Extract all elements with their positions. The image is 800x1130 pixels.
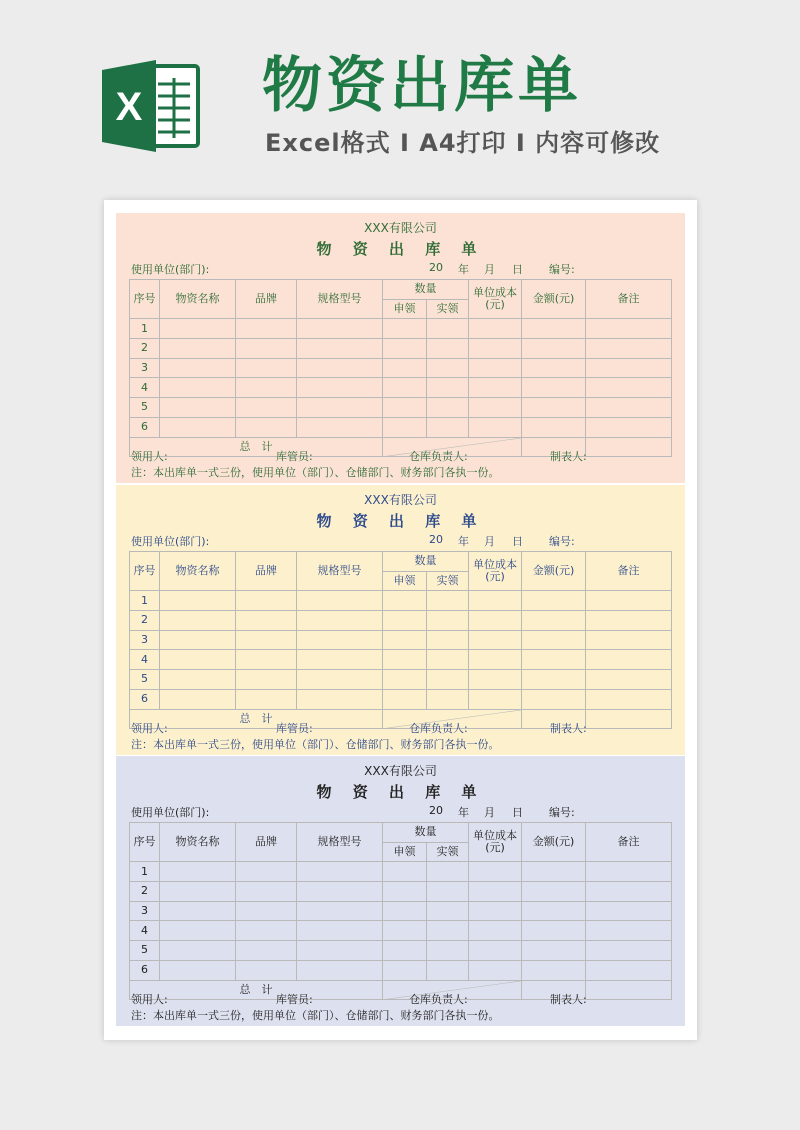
number-label: 编号: bbox=[549, 263, 575, 276]
table-row bbox=[130, 339, 672, 359]
item-cell[interactable] bbox=[469, 882, 522, 902]
item-cell[interactable] bbox=[297, 901, 383, 921]
maker-label: 制表人: bbox=[550, 450, 587, 463]
item-cell[interactable] bbox=[383, 591, 427, 611]
item-cell[interactable] bbox=[586, 882, 672, 902]
item-cell[interactable] bbox=[427, 670, 469, 690]
header-unit-cost-label: 单位成本 bbox=[473, 286, 517, 300]
item-cell[interactable] bbox=[469, 358, 522, 378]
table-row bbox=[130, 358, 672, 378]
item-cell[interactable] bbox=[383, 941, 427, 961]
date-day-label: 日 bbox=[512, 806, 523, 819]
table-row bbox=[130, 630, 672, 650]
item-cell[interactable] bbox=[586, 650, 672, 670]
receiver-label: 领用人: bbox=[131, 993, 168, 1006]
item-cell[interactable] bbox=[236, 358, 297, 378]
item-cell[interactable] bbox=[586, 689, 672, 709]
form-note: 注：本出库单一式三份，使用单位（部门）、仓储部门、财务部门各执一份。 bbox=[131, 738, 500, 751]
item-cell[interactable] bbox=[586, 941, 672, 961]
item-cell[interactable] bbox=[469, 339, 522, 359]
item-cell[interactable] bbox=[522, 630, 586, 650]
item-cell[interactable] bbox=[383, 901, 427, 921]
item-cell[interactable] bbox=[297, 630, 383, 650]
header-note: 备注 bbox=[586, 280, 672, 319]
company-name: XXX有限公司 bbox=[364, 221, 437, 235]
item-cell[interactable] bbox=[383, 378, 427, 398]
item-cell[interactable] bbox=[297, 358, 383, 378]
header-qty: 数量 bbox=[383, 552, 469, 572]
date-year: 20 bbox=[429, 804, 443, 817]
date-day-label: 日 bbox=[512, 263, 523, 276]
header-note: 备注 bbox=[586, 823, 672, 862]
form-note: 注：本出库单一式三份，使用单位（部门）、仓储部门、财务部门各执一份。 bbox=[131, 466, 500, 479]
item-cell[interactable] bbox=[297, 591, 383, 611]
header-brand: 品牌 bbox=[236, 823, 297, 862]
header-qty-requested: 申领 bbox=[383, 842, 427, 862]
item-cell[interactable] bbox=[160, 611, 236, 631]
header-amount: 金额(元) bbox=[522, 823, 586, 862]
item-cell[interactable] bbox=[297, 941, 383, 961]
item-cell[interactable] bbox=[586, 630, 672, 650]
item-cell[interactable] bbox=[383, 630, 427, 650]
item-cell[interactable] bbox=[236, 398, 297, 418]
item-cell[interactable] bbox=[522, 611, 586, 631]
item-cell[interactable] bbox=[236, 339, 297, 359]
header-qty: 数量 bbox=[383, 823, 469, 843]
header-amount: 金额(元) bbox=[522, 280, 586, 319]
item-cell[interactable] bbox=[297, 650, 383, 670]
item-cell[interactable] bbox=[427, 901, 469, 921]
row-number: 3 bbox=[130, 901, 160, 921]
item-cell[interactable] bbox=[522, 398, 586, 418]
company-name: XXX有限公司 bbox=[364, 493, 437, 507]
item-cell[interactable] bbox=[586, 921, 672, 941]
item-cell[interactable] bbox=[427, 689, 469, 709]
header-unit-cost-label: 单位成本 bbox=[473, 829, 517, 843]
item-cell[interactable] bbox=[383, 882, 427, 902]
item-cell[interactable] bbox=[236, 319, 297, 339]
item-cell[interactable] bbox=[383, 611, 427, 631]
warehouse-manager-label: 仓库负责人: bbox=[409, 993, 468, 1006]
item-cell[interactable] bbox=[236, 650, 297, 670]
header-unit-cost-unit: (元) bbox=[485, 841, 505, 855]
header-note: 备注 bbox=[586, 552, 672, 591]
maker-label: 制表人: bbox=[550, 993, 587, 1006]
item-cell[interactable] bbox=[383, 398, 427, 418]
table-row bbox=[130, 650, 672, 670]
item-cell[interactable] bbox=[297, 670, 383, 690]
table-row bbox=[130, 319, 672, 339]
row-number: 5 bbox=[130, 670, 160, 690]
row-number: 2 bbox=[130, 339, 160, 359]
row-number: 6 bbox=[130, 417, 160, 437]
company-name: XXX有限公司 bbox=[364, 764, 437, 778]
receiver-label: 领用人: bbox=[131, 450, 168, 463]
item-cell[interactable] bbox=[469, 417, 522, 437]
item-cell[interactable] bbox=[297, 862, 383, 882]
total-row bbox=[130, 980, 672, 1000]
table-row bbox=[130, 417, 672, 437]
item-cell[interactable] bbox=[522, 650, 586, 670]
date-month-label: 月 bbox=[484, 806, 495, 819]
item-cell[interactable] bbox=[383, 689, 427, 709]
item-cell[interactable] bbox=[297, 398, 383, 418]
table-row bbox=[130, 398, 672, 418]
total-note-cell[interactable] bbox=[586, 980, 672, 1000]
row-number: 4 bbox=[130, 650, 160, 670]
item-cell[interactable] bbox=[297, 960, 383, 980]
item-cell[interactable] bbox=[383, 319, 427, 339]
item-cell[interactable] bbox=[236, 689, 297, 709]
item-cell[interactable] bbox=[160, 417, 236, 437]
page-title: 物资出库单 bbox=[262, 51, 582, 121]
item-cell[interactable] bbox=[160, 689, 236, 709]
item-cell[interactable] bbox=[586, 670, 672, 690]
header-unit-cost bbox=[469, 823, 522, 862]
item-cell[interactable] bbox=[160, 339, 236, 359]
item-cell[interactable] bbox=[586, 591, 672, 611]
item-cell[interactable] bbox=[586, 611, 672, 631]
item-cell[interactable] bbox=[469, 670, 522, 690]
row-number: 6 bbox=[130, 960, 160, 980]
outbound-form-1 bbox=[116, 213, 685, 483]
item-cell[interactable] bbox=[160, 591, 236, 611]
item-cell[interactable] bbox=[236, 378, 297, 398]
item-cell[interactable] bbox=[469, 630, 522, 650]
item-cell[interactable] bbox=[160, 882, 236, 902]
header-amount: 金额(元) bbox=[522, 552, 586, 591]
row-number: 3 bbox=[130, 630, 160, 650]
item-cell[interactable] bbox=[469, 862, 522, 882]
item-cell[interactable] bbox=[522, 921, 586, 941]
item-cell[interactable] bbox=[236, 670, 297, 690]
row-number: 5 bbox=[130, 398, 160, 418]
item-cell[interactable] bbox=[522, 339, 586, 359]
item-cell[interactable] bbox=[427, 941, 469, 961]
item-cell[interactable] bbox=[469, 689, 522, 709]
item-cell[interactable] bbox=[427, 882, 469, 902]
item-cell[interactable] bbox=[469, 960, 522, 980]
form-title: 物 资 出 库 单 bbox=[316, 512, 485, 530]
item-cell[interactable] bbox=[469, 398, 522, 418]
item-cell[interactable] bbox=[297, 689, 383, 709]
header-seq: 序号 bbox=[130, 280, 160, 319]
item-cell[interactable] bbox=[383, 960, 427, 980]
item-cell[interactable] bbox=[236, 882, 297, 902]
date-month-label: 月 bbox=[484, 535, 495, 548]
item-cell[interactable] bbox=[160, 650, 236, 670]
item-cell[interactable] bbox=[427, 591, 469, 611]
row-number: 5 bbox=[130, 941, 160, 961]
maker-label: 制表人: bbox=[550, 722, 587, 735]
item-cell[interactable] bbox=[297, 882, 383, 902]
header-unit-cost bbox=[469, 280, 522, 319]
items-table bbox=[129, 279, 672, 457]
table-row bbox=[130, 901, 672, 921]
table-row bbox=[130, 378, 672, 398]
total-note-cell[interactable] bbox=[586, 437, 672, 457]
date-year-label: 年 bbox=[458, 535, 469, 548]
header-qty: 数量 bbox=[383, 280, 469, 300]
item-cell[interactable] bbox=[586, 378, 672, 398]
item-cell[interactable] bbox=[297, 339, 383, 359]
date-month-label: 月 bbox=[484, 263, 495, 276]
item-cell[interactable] bbox=[522, 591, 586, 611]
item-cell[interactable] bbox=[586, 417, 672, 437]
row-number: 4 bbox=[130, 921, 160, 941]
item-cell[interactable] bbox=[160, 670, 236, 690]
header-qty-actual: 实领 bbox=[427, 299, 469, 319]
item-cell[interactable] bbox=[236, 921, 297, 941]
item-cell[interactable] bbox=[427, 417, 469, 437]
row-number: 1 bbox=[130, 862, 160, 882]
item-cell[interactable] bbox=[522, 689, 586, 709]
item-cell[interactable] bbox=[236, 941, 297, 961]
unit-label: 使用单位(部门): bbox=[131, 806, 210, 819]
item-cell[interactable] bbox=[236, 417, 297, 437]
header-unit-cost bbox=[469, 552, 522, 591]
row-number: 1 bbox=[130, 319, 160, 339]
form-title: 物 资 出 库 单 bbox=[316, 240, 485, 258]
item-cell[interactable] bbox=[427, 650, 469, 670]
item-cell[interactable] bbox=[297, 378, 383, 398]
item-cell[interactable] bbox=[522, 901, 586, 921]
header-qty-actual: 实领 bbox=[427, 571, 469, 591]
item-cell[interactable] bbox=[586, 319, 672, 339]
header-spec: 规格型号 bbox=[297, 823, 383, 862]
item-cell[interactable] bbox=[469, 650, 522, 670]
item-cell[interactable] bbox=[236, 611, 297, 631]
item-cell[interactable] bbox=[160, 960, 236, 980]
item-cell[interactable] bbox=[383, 339, 427, 359]
item-cell[interactable] bbox=[427, 960, 469, 980]
item-cell[interactable] bbox=[522, 941, 586, 961]
item-cell[interactable] bbox=[522, 319, 586, 339]
row-number: 6 bbox=[130, 689, 160, 709]
header-unit-cost-unit: (元) bbox=[485, 298, 505, 312]
receiver-label: 领用人: bbox=[131, 722, 168, 735]
date-year-label: 年 bbox=[458, 263, 469, 276]
item-cell[interactable] bbox=[522, 960, 586, 980]
item-cell[interactable] bbox=[586, 901, 672, 921]
unit-label: 使用单位(部门): bbox=[131, 263, 210, 276]
table-row bbox=[130, 689, 672, 709]
item-cell[interactable] bbox=[383, 921, 427, 941]
table-row bbox=[130, 921, 672, 941]
total-note-cell[interactable] bbox=[586, 709, 672, 729]
item-cell[interactable] bbox=[383, 417, 427, 437]
table-row bbox=[130, 882, 672, 902]
keeper-label: 库管员: bbox=[276, 450, 313, 463]
total-label: 总 计 bbox=[130, 980, 383, 1000]
table-row bbox=[130, 611, 672, 631]
item-cell[interactable] bbox=[383, 358, 427, 378]
header-qty-actual: 实领 bbox=[427, 842, 469, 862]
item-cell[interactable] bbox=[522, 358, 586, 378]
header-spec: 规格型号 bbox=[297, 280, 383, 319]
row-number: 4 bbox=[130, 378, 160, 398]
item-cell[interactable] bbox=[297, 921, 383, 941]
item-cell[interactable] bbox=[586, 862, 672, 882]
excel-logo-icon bbox=[98, 56, 206, 156]
item-cell[interactable] bbox=[469, 591, 522, 611]
item-cell[interactable] bbox=[160, 378, 236, 398]
date-year-label: 年 bbox=[458, 806, 469, 819]
total-label: 总 计 bbox=[130, 709, 383, 729]
item-cell[interactable] bbox=[297, 417, 383, 437]
table-row bbox=[130, 862, 672, 882]
number-label: 编号: bbox=[549, 535, 575, 548]
item-cell[interactable] bbox=[469, 941, 522, 961]
header-brand: 品牌 bbox=[236, 280, 297, 319]
item-cell[interactable] bbox=[236, 901, 297, 921]
item-cell[interactable] bbox=[427, 339, 469, 359]
item-cell[interactable] bbox=[160, 398, 236, 418]
items-table bbox=[129, 551, 672, 729]
item-cell[interactable] bbox=[160, 921, 236, 941]
header-name: 物资名称 bbox=[160, 552, 236, 591]
item-cell[interactable] bbox=[586, 960, 672, 980]
form-title: 物 资 出 库 单 bbox=[316, 783, 485, 801]
header-brand: 品牌 bbox=[236, 552, 297, 591]
table-row bbox=[130, 591, 672, 611]
item-cell[interactable] bbox=[522, 882, 586, 902]
item-cell[interactable] bbox=[160, 319, 236, 339]
item-cell[interactable] bbox=[469, 378, 522, 398]
item-cell[interactable] bbox=[522, 670, 586, 690]
item-cell[interactable] bbox=[383, 862, 427, 882]
header-spec: 规格型号 bbox=[297, 552, 383, 591]
item-cell[interactable] bbox=[427, 319, 469, 339]
item-cell[interactable] bbox=[383, 670, 427, 690]
item-cell[interactable] bbox=[427, 398, 469, 418]
item-cell[interactable] bbox=[160, 941, 236, 961]
header-name: 物资名称 bbox=[160, 280, 236, 319]
item-cell[interactable] bbox=[236, 630, 297, 650]
header-qty-requested: 申领 bbox=[383, 571, 427, 591]
row-number: 3 bbox=[130, 358, 160, 378]
item-cell[interactable] bbox=[427, 921, 469, 941]
total-label: 总 计 bbox=[130, 437, 383, 457]
warehouse-manager-label: 仓库负责人: bbox=[409, 722, 468, 735]
table-row bbox=[130, 670, 672, 690]
item-cell[interactable] bbox=[427, 611, 469, 631]
header-unit-cost-unit: (元) bbox=[485, 570, 505, 584]
table-row bbox=[130, 941, 672, 961]
item-cell[interactable] bbox=[522, 417, 586, 437]
header-seq: 序号 bbox=[130, 823, 160, 862]
item-cell[interactable] bbox=[522, 862, 586, 882]
item-cell[interactable] bbox=[427, 378, 469, 398]
keeper-label: 库管员: bbox=[276, 993, 313, 1006]
item-cell[interactable] bbox=[236, 862, 297, 882]
item-cell[interactable] bbox=[160, 358, 236, 378]
row-number: 2 bbox=[130, 611, 160, 631]
item-cell[interactable] bbox=[383, 650, 427, 670]
excel-logo-letter: X bbox=[115, 85, 143, 129]
number-label: 编号: bbox=[549, 806, 575, 819]
item-cell[interactable] bbox=[469, 611, 522, 631]
date-year: 20 bbox=[429, 533, 443, 546]
item-cell[interactable] bbox=[586, 358, 672, 378]
date-year: 20 bbox=[429, 261, 443, 274]
item-cell[interactable] bbox=[586, 398, 672, 418]
table-row bbox=[130, 960, 672, 980]
item-cell[interactable] bbox=[427, 630, 469, 650]
items-table bbox=[129, 822, 672, 1000]
item-cell[interactable] bbox=[160, 630, 236, 650]
item-cell[interactable] bbox=[297, 611, 383, 631]
item-cell[interactable] bbox=[427, 862, 469, 882]
date-day-label: 日 bbox=[512, 535, 523, 548]
item-cell[interactable] bbox=[160, 862, 236, 882]
warehouse-manager-label: 仓库负责人: bbox=[409, 450, 468, 463]
unit-label: 使用单位(部门): bbox=[131, 535, 210, 548]
total-row bbox=[130, 437, 672, 457]
row-number: 2 bbox=[130, 882, 160, 902]
item-cell[interactable] bbox=[297, 319, 383, 339]
page-subtitle: Excel格式 I A4打印 I 内容可修改 bbox=[265, 129, 661, 157]
document-paper bbox=[104, 200, 697, 1040]
item-cell[interactable] bbox=[160, 901, 236, 921]
header-qty-requested: 申领 bbox=[383, 299, 427, 319]
outbound-form-3 bbox=[116, 756, 685, 1026]
item-cell[interactable] bbox=[236, 591, 297, 611]
header-unit-cost-label: 单位成本 bbox=[473, 558, 517, 572]
outbound-form-2 bbox=[116, 485, 685, 755]
header-name: 物资名称 bbox=[160, 823, 236, 862]
item-cell[interactable] bbox=[427, 358, 469, 378]
row-number: 1 bbox=[130, 591, 160, 611]
header-seq: 序号 bbox=[130, 552, 160, 591]
item-cell[interactable] bbox=[586, 339, 672, 359]
total-row bbox=[130, 709, 672, 729]
item-cell[interactable] bbox=[469, 319, 522, 339]
item-cell[interactable] bbox=[236, 960, 297, 980]
item-cell[interactable] bbox=[469, 921, 522, 941]
item-cell[interactable] bbox=[469, 901, 522, 921]
keeper-label: 库管员: bbox=[276, 722, 313, 735]
form-note: 注：本出库单一式三份，使用单位（部门）、仓储部门、财务部门各执一份。 bbox=[131, 1009, 500, 1022]
item-cell[interactable] bbox=[522, 378, 586, 398]
